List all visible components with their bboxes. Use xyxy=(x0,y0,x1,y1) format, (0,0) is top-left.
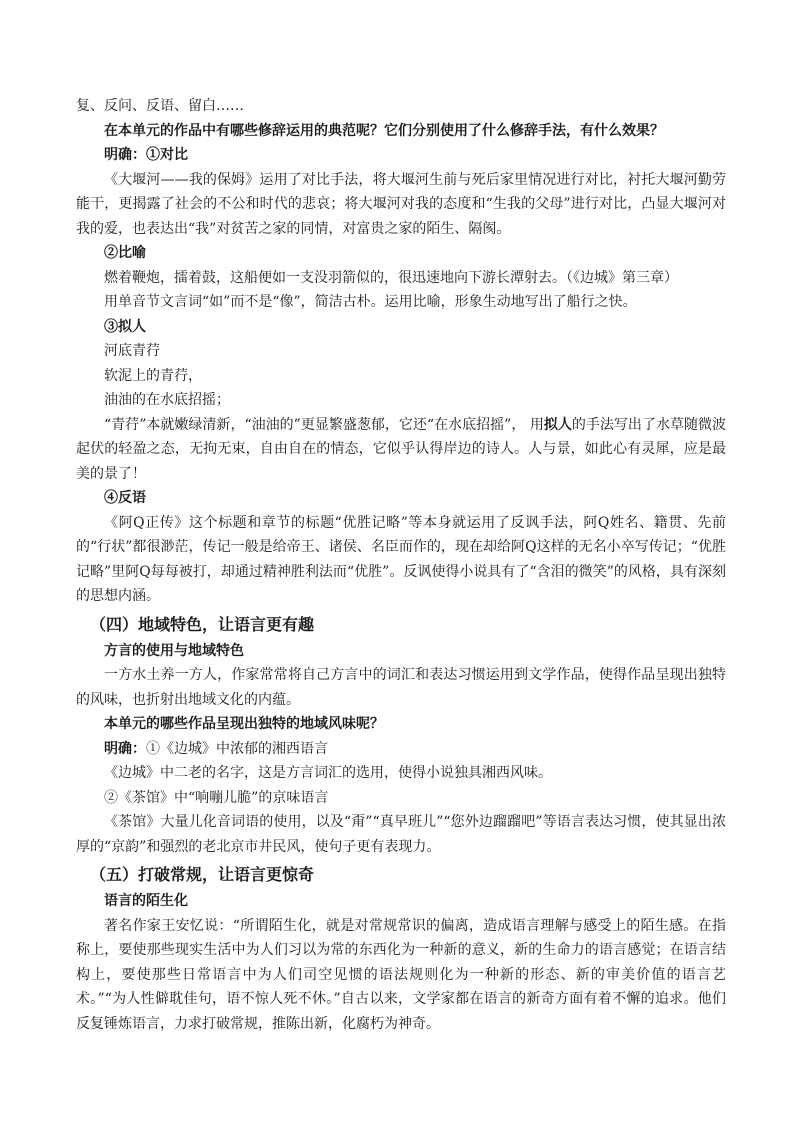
subheading-irony: ④反语 xyxy=(104,490,146,506)
subheading-personification: ③拟人 xyxy=(104,318,146,335)
paragraph-biancheng-names: 《边城》中二老的名字，这是方言词汇的选用，使得小说独具湘西风味。 xyxy=(104,765,552,781)
paragraph-chaguan: 《茶馆》大量儿化音词语的使用，以及“甭”“真早班儿”“您外边蹓蹓吧”等语言表达习惯，使其显出浓厚的“京韵”和强烈的老北京市井民风，使句子更有表现力。 xyxy=(76,814,726,855)
question-regional: 本单元的哪些作品呈现出独特的地域风味呢？ xyxy=(104,716,384,732)
paragraph-personification-analysis xyxy=(76,413,726,487)
poem-line-2: 软泥上的青荇， xyxy=(104,367,202,384)
text-run-bold: 拟人 xyxy=(543,416,572,433)
paragraph-continuation: 复、反问、反语、留白…… xyxy=(76,98,244,114)
poem-line-3: 油油的在水底招摇； xyxy=(104,392,230,408)
answer-chaguan: ②《茶馆》中“响嘣儿脆”的京味语言 xyxy=(104,789,329,806)
document-page xyxy=(76,94,726,1036)
subheading-defamiliarization: 语言的陌生化 xyxy=(104,893,188,909)
paragraph-irony: 《阿Q正传》这个标题和章节的标题“优胜记略”等本身就运用了反讽手法，阿Q姓名、籍贯、先前的“行状”都很渺茫，传记一般是给帝王、诸侯、名臣而作的，现在却给阿Q这样的无名小卒写传记；“优胜记略”里阿Q每每被打，却通过精神胜利法而“优胜”。反讽使得小说具有了“含泪的微笑”的风格，具有深刻的思想内涵。 xyxy=(76,514,726,604)
answer-biancheng xyxy=(76,737,726,762)
text-run: “青荇”本就嫩绿清新，“油油的”更显繁盛葱郁，它还“在水底招摇”， 用 xyxy=(104,416,544,433)
text-run: ①《边城》中浓郁的湘西语言 xyxy=(146,740,328,757)
question-rhetoric: 在本单元的作品中有哪些修辞运用的典范呢？它们分别使用了什么修辞手法，有什么效果？ xyxy=(104,122,664,139)
subheading-metaphor: ②比喻 xyxy=(104,245,146,261)
paragraph-contrast: 《大堰河——我的保姆》运用了对比手法，将大堰河生前与死后家里情况进行对比，衬托大堰河勤劳能干，更揭露了社会的不公和时代的悲哀；将大堰河对我的态度和“生我的父母”进行对比，凸显大堰河对我的爱，也表达出“我”对贫苦之家的同情，对富贵之家的陌生、隔阂。 xyxy=(76,171,726,237)
answer-heading-contrast: 明确：①对比 xyxy=(104,147,188,163)
subheading-dialect: 方言的使用与地域特色 xyxy=(104,642,244,659)
paragraph-dialect: 一方水土养一方人，作家常常将自己方言中的词汇和表达习惯运用到文学作品，使得作品呈现出独特的风味，也折射出地域文化的内蕴。 xyxy=(76,667,726,708)
section-heading-4: （四）地域特色，让语言更有趣 xyxy=(90,614,315,634)
paragraph-metaphor-analysis: 用单音节文言词“如”而不是“像”，简洁古朴。运用比喻，形象生动地写出了船行之快。 xyxy=(104,294,637,310)
text-run: 的手法写出了水草随微波起伏的轻盈之态，无拘无束，自由自在的情态，它似乎认得岸边的诗人。人与景，如此心有灵犀，应是最美的景了！ xyxy=(76,416,727,482)
paragraph-defamiliarization: 著名作家王安忆说：“所谓陌生化，就是对常规常识的偏离，造成语言理解与感受上的陌生感。在指称上，要使那些现实生活中为人们习以为常的东西化为一种新的意义，新的生命力的语言感觉；在语言结构上，要使那些日常语言中为人们司空见惯的语法规则化为一种新的形态、新的审美价值的语言艺术。”“为人性僻耽佳句，语不惊人死不休。”自古以来，文学家都在语言的新奇方面有着不懈的追求。他们反复锤炼语言，力求打破常规，推陈出新，化腐朽为神奇。 xyxy=(76,917,726,1032)
paragraph-quote-biancheng: 燃着鞭炮，擂着鼓，这船便如一支没羽箭似的，很迅速地向下游长潭射去。（《边城》第三章） xyxy=(104,269,678,286)
poem-line-1: 河底青荇 xyxy=(104,343,160,359)
section-heading-5: （五）打破常规，让语言更惊奇 xyxy=(90,865,315,884)
text-run-bold: 明确： xyxy=(104,740,146,757)
